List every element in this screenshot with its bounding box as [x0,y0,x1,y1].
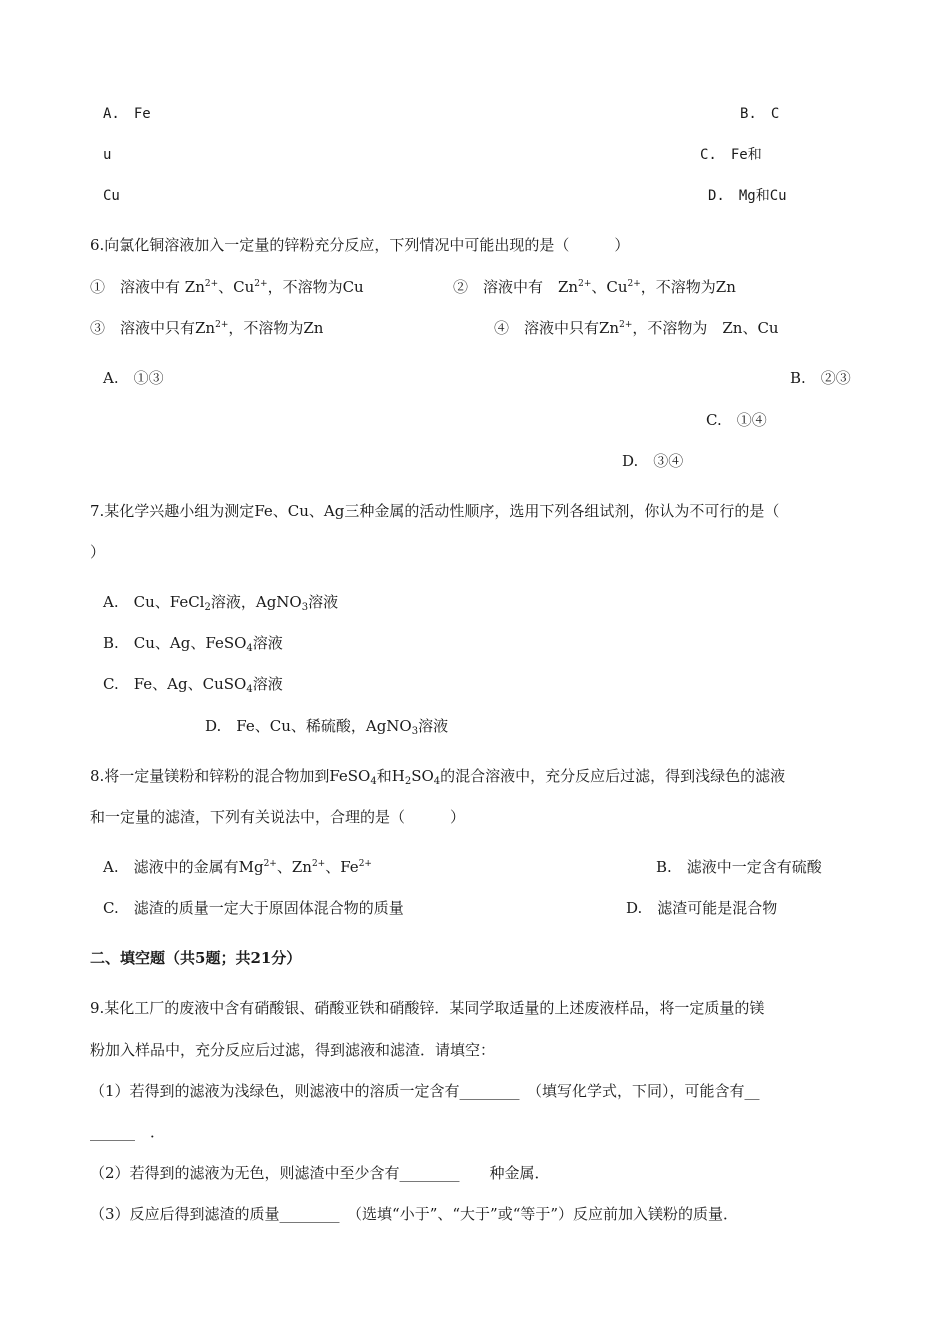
q5-option-a: A. Fe [103,106,151,122]
q6-option-d: D. ③④ [622,452,684,470]
q8-option-a: A. 滤液中的金属有$Mg^{2+}$、$Zn^{2+}$、$Fe^{2+}$ [103,858,372,876]
q5-option-c-wrap: Cu [103,188,120,204]
q6-option-b: B. ②③ [790,369,851,387]
q6-stem: 6.向氯化铜溶液加入一定量的锌粉充分反应，下列情况中可能出现的是（ ） [90,236,630,254]
q7-option-b: B. Cu、Ag、FeSO$_4$溶液 [103,634,283,654]
q9-stem: 9.某化工厂的废液中含有硝酸银、硝酸亚铁和硝酸锌．某同学取适量的上述废液样品，将一定质量的镁 [90,999,765,1017]
q6-statement-3: ③ 溶液中只有$Zn^{2+}$，不溶物为Zn [90,319,324,337]
q7-option-c: C. Fe、Ag、CuSO$_4$溶液 [103,675,283,695]
q9-part-3: （3）反应后得到滤渣的质量________ （选填“小于”、“大于”或“等于”）反应前加入镁粉的质量． [90,1205,739,1223]
q6-option-c: C. ①④ [706,411,767,429]
q9-part-1: （1）若得到的滤液为浅绿色，则滤液中的溶质一定含有________ （填写化学式，下同），可能含有__ [90,1082,760,1100]
q6-option-a: A. ①③ [103,369,164,387]
q8-stem-line-2: 和一定量的滤渣，下列有关说法中，合理的是（ ） [90,808,466,826]
q9-part-2: （2）若得到的滤液为无色，则滤渣中至少含有________ 种金属． [90,1164,550,1182]
q8-option-c: C. 滤渣的质量一定大于原固体混合物的质量 [103,899,404,917]
q6-statement-2: ② 溶液中有 $Zn^{2+}$、$Cu^{2+}$，不溶物为Zn [453,278,736,296]
q8-option-d: D. 滤渣可能是混合物 [626,899,778,917]
q9-part-1-wrap: ______ ． [90,1123,166,1141]
q6-statement-4: ④ 溶液中只有$Zn^{2+}$，不溶物为 Zn、Cu [494,319,779,337]
q5-option-d: D. Mg和Cu [708,188,787,204]
q7-stem-wrap: ） [90,543,106,561]
q5-option-b-wrap: u [103,147,112,163]
q8-option-b: B. 滤液中一定含有硫酸 [656,858,822,876]
q6-statement-1: ① 溶液中有 $Zn^{2+}$、$Cu^{2+}$，不溶物为Cu [90,278,364,296]
q9-stem-line-2: 粉加入样品中，充分反应后过滤，得到滤液和滤渣．请填空： [90,1041,496,1059]
q7-option-d: D. Fe、Cu、稀硫酸，AgNO$_3$溶液 [205,717,449,737]
q7-option-a: A. Cu、FeCl$_2$溶液，AgNO$_3$溶液 [103,593,339,613]
q8-stem: 8.将一定量镁粉和锌粉的混合物加到FeSO$_4$和$H_2SO_4$的混合溶液中，充分反应后过滤，得到浅绿色的滤液 [90,767,786,787]
q7-stem: 7.某化学兴趣小组为测定Fe、Cu、Ag三种金属的活动性顺序，选用下列各组试剂，你认为不可行的是（ [90,502,780,520]
q5-option-b: B. C [740,106,780,122]
q5-option-c: C. Fe和 [700,147,762,163]
section-2-title: 二、填空题（共5题；共21分） [90,949,302,967]
